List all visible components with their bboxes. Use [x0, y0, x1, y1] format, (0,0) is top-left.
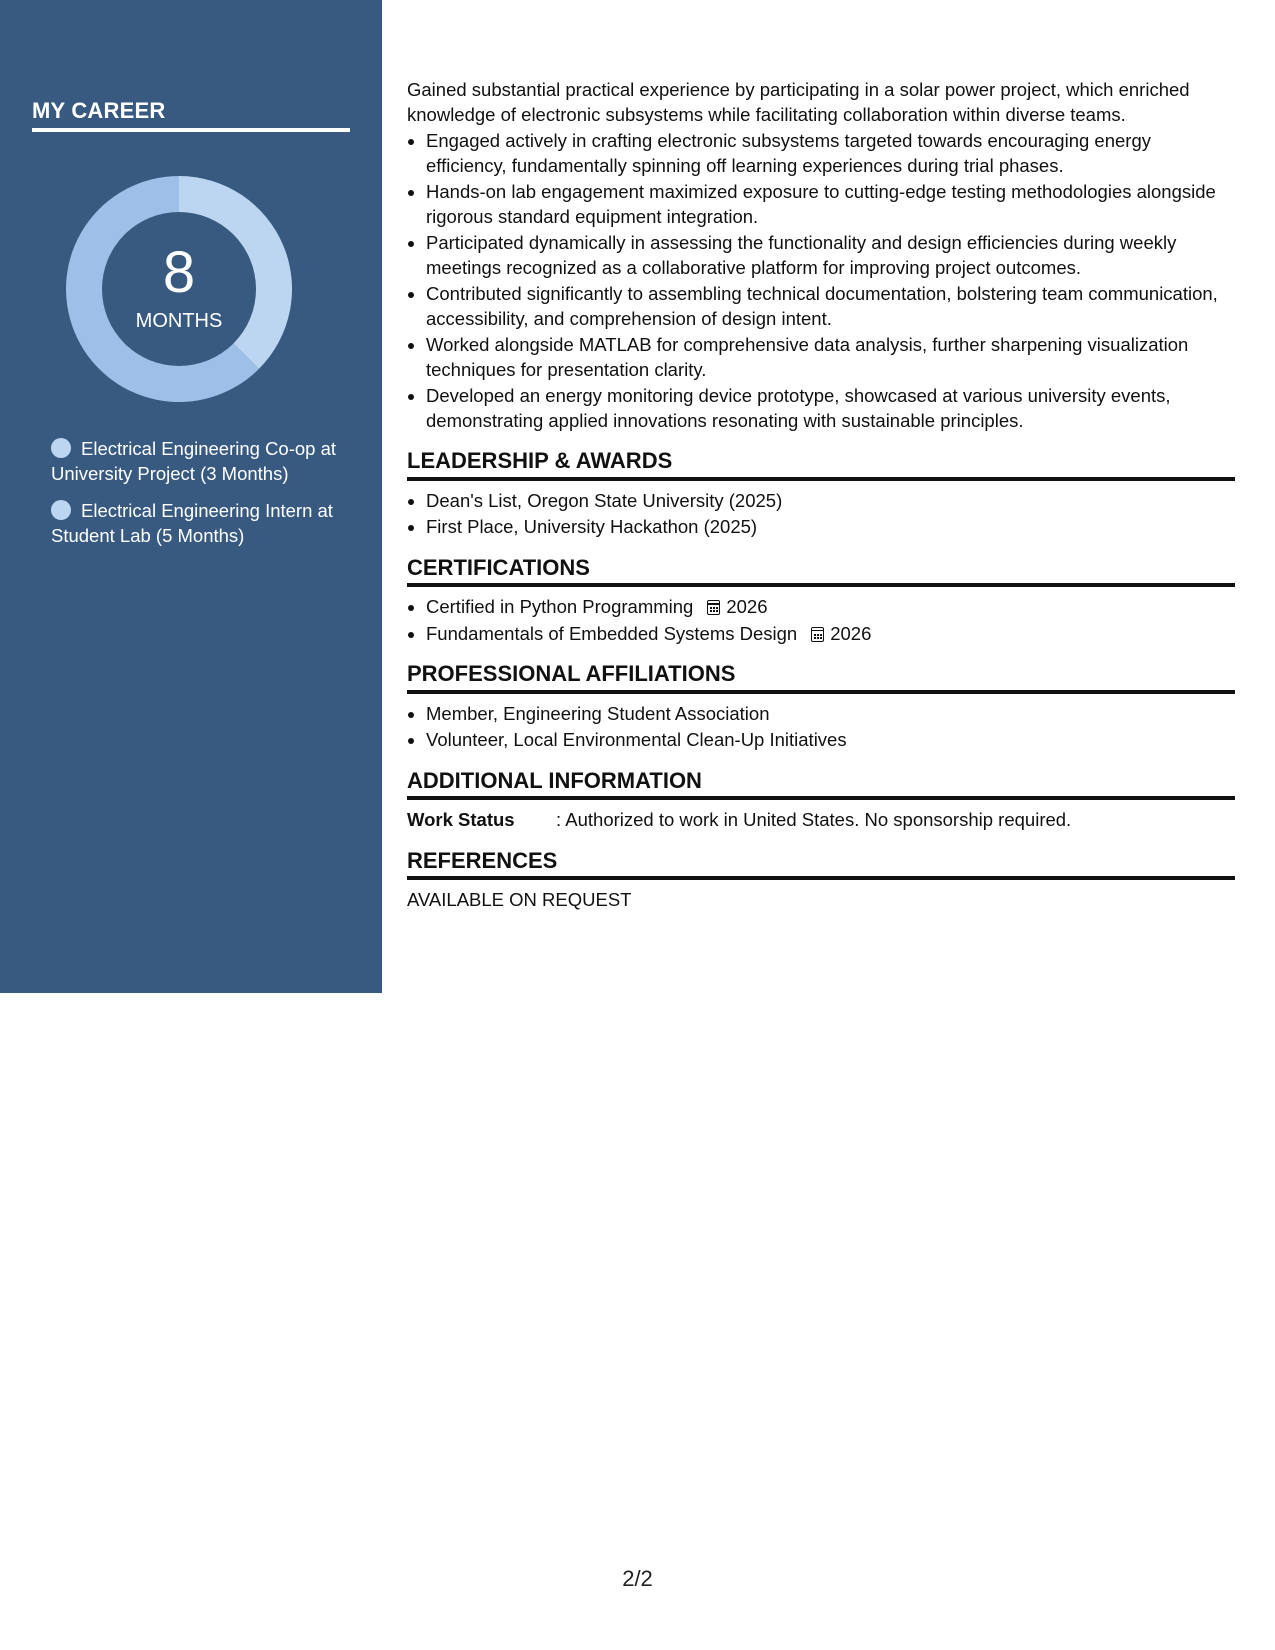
legend-item [51, 436, 351, 486]
certification-name: Fundamentals of Embedded Systems Design [426, 622, 798, 644]
certification-year: 2026 [726, 596, 768, 617]
list-item: • Worked alongside MATLAB for comprehensive data analysis, further sharpening visualization techniques for presentation clarity. [426, 333, 1235, 382]
page-number: 2/2 [622, 1566, 653, 1591]
certification-name: Certified in Python Programming [426, 596, 694, 617]
list-item: • Dean's List, Oregon State University (2025) [426, 489, 1235, 514]
experience-bullets [407, 129, 1235, 433]
legend-dot-icon [51, 438, 71, 458]
career-title: MY CAREER [32, 98, 350, 132]
calendar-icon [811, 627, 824, 642]
references-text: AVAILABLE ON REQUEST [407, 889, 632, 910]
work-status-value: : Authorized to work in United States. No sponsorship required. [556, 809, 1072, 830]
additional-info-heading: ADDITIONAL INFORMATION [407, 769, 1235, 801]
list-item: • Volunteer, Local Environmental Clean-Up Initiatives [426, 728, 1235, 753]
sidebar [0, 0, 382, 993]
main-content [407, 78, 1235, 913]
list-item: • Engaged actively in crafting electronic subsystems targeted towards encouraging energy efficiency, fundamentally spinning off learning experiences during trial phases. [426, 129, 1235, 178]
list-item [426, 595, 1235, 620]
leadership-heading: LEADERSHIP & AWARDS [407, 449, 1235, 481]
legend-label: Electrical Engineering Co-op at University Project (3 Months) [51, 438, 337, 484]
list-item: • Participated dynamically in assessing the functionality and design efficiencies during weekly meetings recognized as a collaborative platform for improving project outcomes. [426, 231, 1235, 280]
calendar-icon [707, 600, 720, 615]
affiliations-heading: PROFESSIONAL AFFILIATIONS [407, 662, 1235, 694]
work-status-key: Work Status [407, 809, 515, 830]
references-heading: REFERENCES [407, 849, 1235, 881]
list-item: • Developed an energy monitoring device prototype, showcased at various university events, demonstrating applied innovations resonating with sustainable principles. [426, 384, 1235, 433]
certification-year: 2026 [830, 622, 872, 644]
career-legend [51, 436, 351, 560]
work-status-row [407, 808, 1235, 833]
donut-unit-label: MONTHS [135, 310, 223, 332]
leadership-list [407, 489, 1235, 540]
donut-total-number: 8 [162, 240, 196, 305]
legend-dot-icon [51, 500, 71, 520]
list-item: • First Place, University Hackathon (2025) [426, 515, 1235, 540]
legend-label: Electrical Engineering Intern at Student Lab (5 Months) [51, 500, 333, 546]
certifications-list [407, 595, 1235, 646]
legend-item [51, 498, 351, 548]
list-item: • Member, Engineering Student Association [426, 702, 1235, 727]
certifications-heading: CERTIFICATIONS [407, 556, 1235, 588]
affiliations-list [407, 702, 1235, 753]
list-item: • Hands-on lab engagement maximized exposure to cutting-edge testing methodologies alongside rigorous standard equipment integration. [426, 180, 1235, 229]
list-item: • Contributed significantly to assembling technical documentation, bolstering team communication, accessibility, and comprehension of design intent. [426, 282, 1235, 331]
experience-intro: Gained substantial practical experience by participating in a solar power project, which enriched knowledge of electronic subsystems while facilitating collaboration within diverse teams. [407, 79, 1190, 125]
list-item [426, 622, 1235, 647]
